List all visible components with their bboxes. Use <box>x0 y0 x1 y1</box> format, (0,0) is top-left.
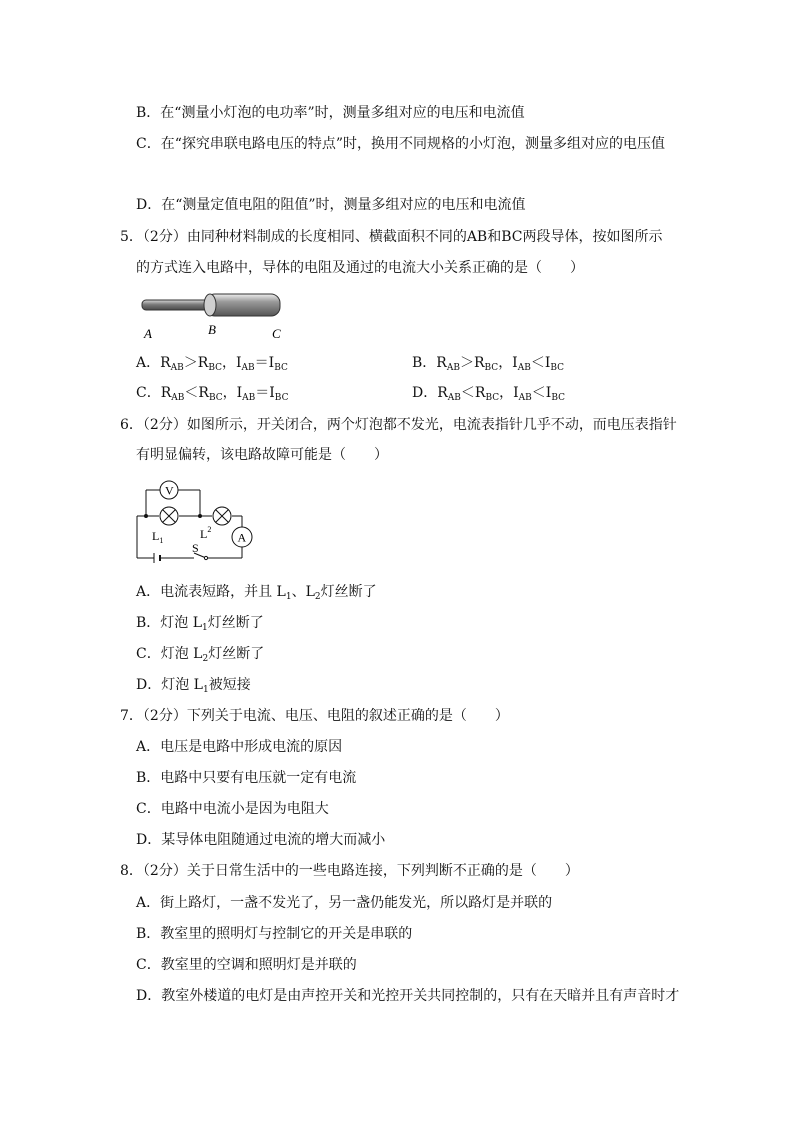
q4-option-d: D．在“测量定值电阻的阻值”时，测量多组对应的电压和电流值 <box>136 197 526 213</box>
lamp-l2-icon <box>213 507 231 525</box>
svg-text:A: A <box>237 530 247 545</box>
label-b: B <box>208 322 216 337</box>
q7-option-d: D．某导体电阻随通过电流的增大而减小 <box>136 832 386 848</box>
q5-option-c: C．$R_{AB}<R_{BC}$，$I_{AB}=I_{BC}$ <box>136 385 289 403</box>
q6-option-d: D．灯泡 $L_1$被短接 <box>136 677 251 695</box>
label-l2: $L^2$ <box>200 525 212 541</box>
q6-stem-line1: 6．（2分）如图所示，开关闭合，两个灯泡都不发光，电流表指针几乎不动，而电压表指针 <box>120 417 677 433</box>
q5-conductor-figure <box>136 288 296 344</box>
q6-option-b: B．灯泡 $L_1$灯丝断了 <box>136 615 264 633</box>
q7-stem: 7．（2分）下列关于电流、电压、电阻的叙述正确的是（ ） <box>120 708 509 724</box>
svg-text:V: V <box>165 483 174 498</box>
label-l1: $L_1$ <box>152 529 164 545</box>
q5-option-a: A．$R_{AB}>R_{BC}$，$I_{AB}=I_{BC}$ <box>136 355 288 373</box>
lamp-l1-icon <box>160 507 178 525</box>
q6-stem-line2: 有明显偏转，该电路故障可能是（ ） <box>136 447 388 463</box>
q6-option-a: A．电流表短路，并且 $L_1$、$L_2$灯丝断了 <box>136 584 377 602</box>
q5-stem-line1: 5．（2分）由同种材料制成的长度相同、横截面积不同的AB和BC两段导体，按如图所示 <box>120 229 663 245</box>
q8-option-d: D．教室外楼道的电灯是由声控开关和光控开关共同控制的，只有在天暗并且有声音时才 <box>136 988 680 1004</box>
thick-conductor-end <box>204 294 216 316</box>
q6-option-c: C．灯泡 $L_2$灯丝断了 <box>136 646 265 664</box>
q8-option-b: B．教室里的照明灯与控制它的开关是串联的 <box>136 926 413 942</box>
q8-stem: 8．（2分）关于日常生活中的一些电路连接，下列判断不正确的是（ ） <box>120 863 579 879</box>
voltmeter-icon <box>160 481 178 499</box>
label-a: A <box>144 326 152 341</box>
ammeter-icon <box>232 527 252 547</box>
q5-stem-line2: 的方式连入电路中，导体的电阻及通过的电流大小关系正确的是（ ） <box>136 260 584 276</box>
q8-option-c: C．教室里的空调和照明灯是并联的 <box>136 957 357 973</box>
thick-conductor-bc <box>206 294 280 316</box>
q7-option-a: A．电压是电路中形成电流的原因 <box>136 739 343 755</box>
q4-option-c: C．在“探究串联电路电压的特点”时，换用不同规格的小灯泡，测量多组对应的电压值 <box>136 136 666 152</box>
q4-option-b: B．在“测量小灯泡的电功率”时，测量多组对应的电压和电流值 <box>136 105 525 121</box>
q5-option-d: D．$R_{AB}<R_{BC}$，$I_{AB}<I_{BC}$ <box>412 385 565 403</box>
thin-conductor-ab <box>142 300 214 310</box>
q6-circuit-diagram <box>134 476 260 568</box>
q7-option-b: B．电路中只要有电压就一定有电流 <box>136 770 357 786</box>
label-c: C <box>272 326 281 341</box>
q5-option-b: B．$R_{AB}>R_{BC}$，$I_{AB}<I_{BC}$ <box>412 355 565 373</box>
label-s: S <box>192 541 199 555</box>
q8-option-a: A．街上路灯，一盏不发光了，另一盏仍能发光，所以路灯是并联的 <box>136 895 553 911</box>
q7-option-c: C．电路中电流小是因为电阻大 <box>136 801 329 817</box>
